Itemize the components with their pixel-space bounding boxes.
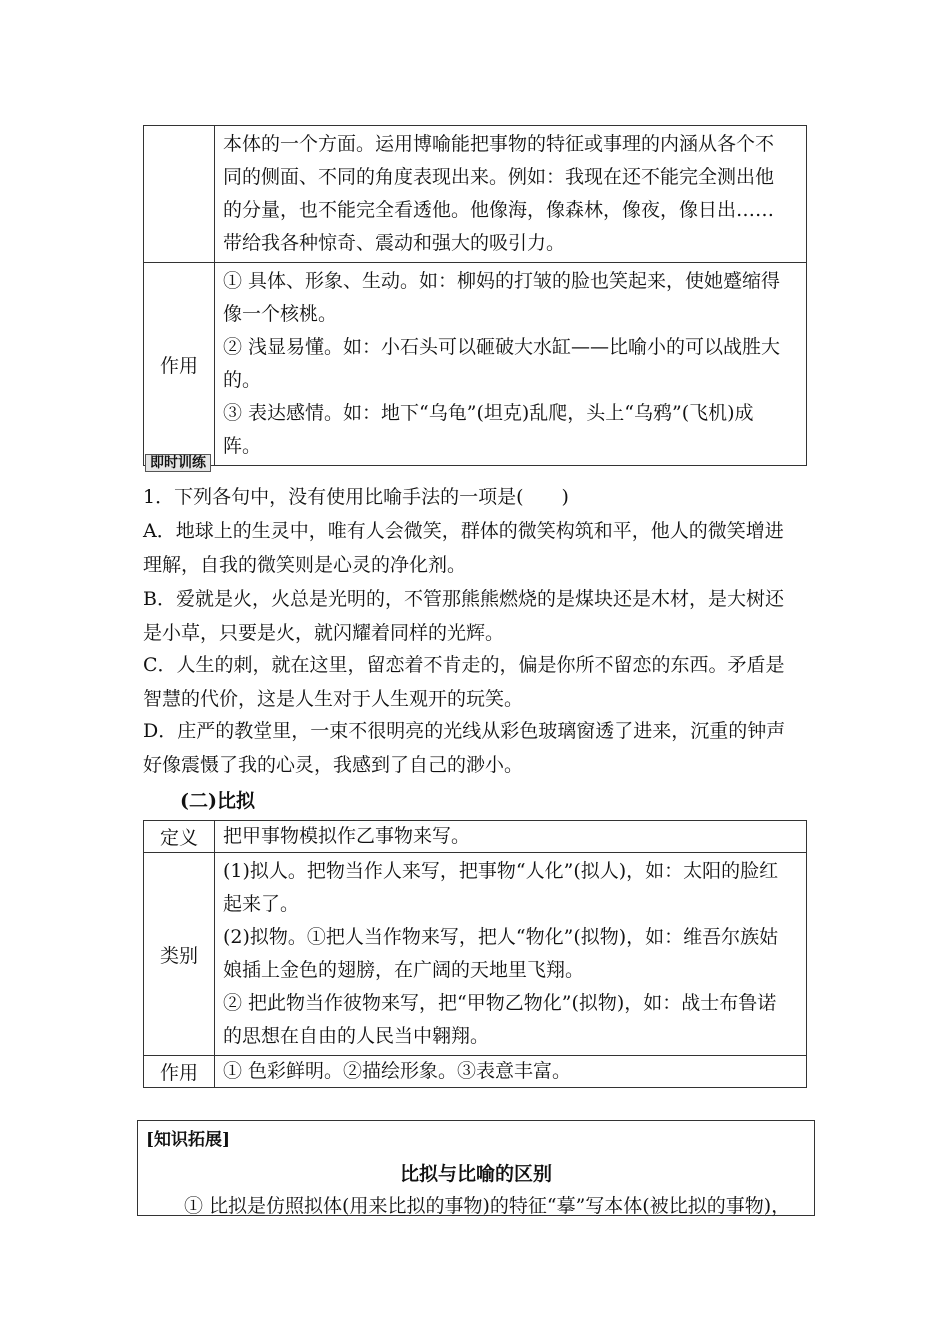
- option-c: [143, 648, 807, 716]
- table-row: [144, 263, 807, 466]
- row-label: 作用: [144, 1056, 215, 1088]
- text-line: 同的侧面、不同的角度表现出来。例如：我现在还不能完全测出他: [223, 166, 775, 188]
- table-row: [144, 126, 807, 263]
- metaphor-table: [143, 125, 807, 466]
- extension-text: ① 比拟是仿照拟体(用来比拟的事物)的特征“摹”写本体(被比拟的事物)，: [184, 1195, 791, 1217]
- text-line: 带给我各种惊奇、震动和强大的吸引力。: [223, 232, 566, 254]
- option-a: [143, 514, 807, 582]
- row-content: [215, 263, 807, 466]
- text-line: 好像震慑了我的心灵，我感到了自己的渺小。: [143, 754, 524, 776]
- text-line: 本体的一个方面。运用博喻能把事物的特征或事理的内涵从各个不: [223, 133, 775, 155]
- text-line: 阵。: [223, 435, 262, 457]
- question-stem: 1．下列各句中，没有使用比喻手法的一项是( ): [143, 486, 569, 508]
- row-content: [215, 853, 807, 1056]
- text-line: ① 具体、形象、生动。如：柳妈的打皱的脸也笑起来，使她蹙缩得: [223, 270, 781, 292]
- text-line: ③ 表达感情。如：地下“乌龟”(坦克)乱爬，头上“乌鸦”(飞机)成: [223, 402, 754, 424]
- row-content: ① 色彩鲜明。②描绘形象。③表意丰富。: [215, 1056, 807, 1088]
- text-line: 的思想在自由的人民当中翱翔。: [223, 1025, 490, 1047]
- text-line: 起来了。: [223, 893, 300, 915]
- row-label: 类别: [144, 853, 215, 1056]
- text-line: 的分量，也不能完全看透他。他像海，像森林，像夜，像日出……: [223, 199, 775, 221]
- row-content: 把甲事物模拟作乙事物来写。: [215, 821, 807, 853]
- row-content: [215, 126, 807, 263]
- text-line: C．人生的刺，就在这里，留恋着不肯走的，偏是你所不留恋的东西。矛盾是: [143, 654, 785, 676]
- extension-heading: 比拟与比喻的区别: [399, 1163, 552, 1185]
- section-heading: (二)比拟: [180, 790, 255, 812]
- extension-tag: [知识拓展]: [146, 1130, 231, 1150]
- text-line: 娘插上金色的翅膀，在广阔的天地里飞翔。: [223, 959, 585, 981]
- table-row: [144, 821, 807, 853]
- text-line: 智慧的代价，这是人生对于人生观开的玩笑。: [143, 688, 524, 710]
- text-line: ② 浅显易懂。如：小石头可以砸破大水缸——比喻小的可以战胜大: [223, 336, 781, 358]
- text-line: (1)拟人。把物当作人来写，把事物“人化”(拟人)，如：太阳的脸红: [223, 860, 779, 882]
- text-line: (2)拟物。①把人当作物来写，把人“物化”(拟物)，如：维吾尔族姑: [223, 926, 779, 948]
- text-line: 的。: [223, 369, 262, 391]
- text-line: B．爱就是火，火总是光明的，不管那熊熊燃烧的是煤块还是木材，是大树还: [143, 588, 784, 610]
- option-d: [143, 714, 807, 782]
- practice-tag: 即时训练: [145, 454, 211, 472]
- row-label-empty: [144, 126, 215, 263]
- text-line: ② 把此物当作彼物来写，把“甲物乙物化”(拟物)，如：战士布鲁诺: [223, 992, 777, 1014]
- text-line: A．地球上的生灵中，唯有人会微笑，群体的微笑构筑和平，他人的微笑增进: [143, 520, 784, 542]
- text-line: 像一个核桃。: [223, 303, 338, 325]
- table-row: [144, 1056, 807, 1088]
- text-line: 理解，自我的微笑则是心灵的净化剂。: [143, 554, 467, 576]
- knowledge-extension-box: [137, 1120, 815, 1216]
- text-line: 是小草，只要是火，就闪耀着同样的光辉。: [143, 622, 505, 644]
- personification-table: [143, 820, 807, 1088]
- table-row: [144, 853, 807, 1056]
- text-line: D．庄严的教堂里，一束不很明亮的光线从彩色玻璃窗透了进来，沉重的钟声: [143, 720, 786, 742]
- row-label: 作用: [144, 263, 215, 466]
- option-b: [143, 582, 807, 650]
- row-label: 定义: [144, 821, 215, 853]
